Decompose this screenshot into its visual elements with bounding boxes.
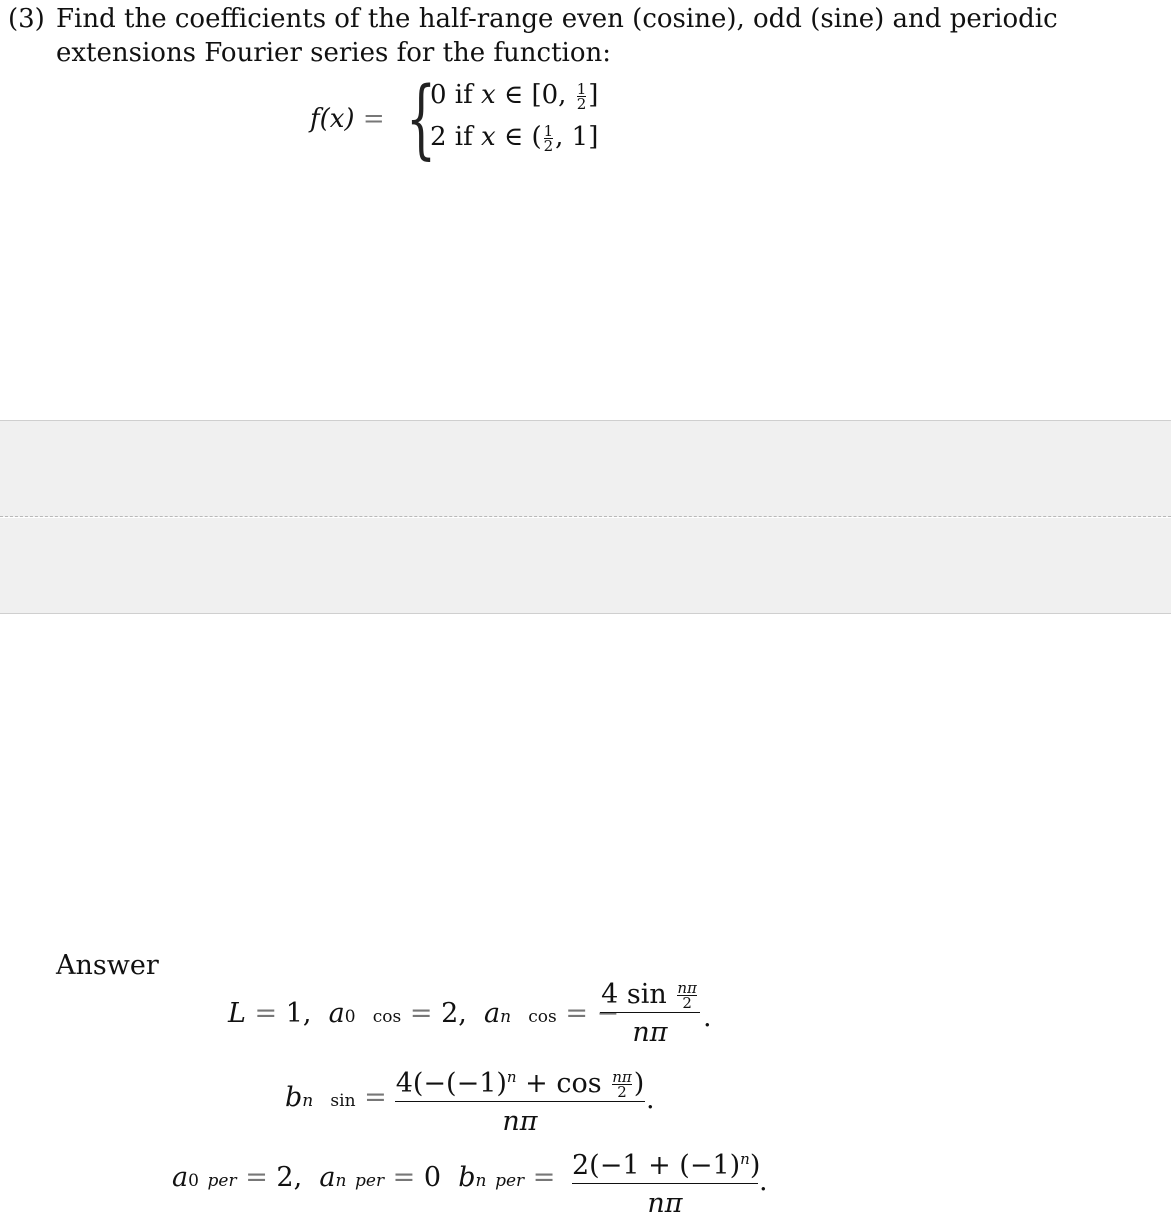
problem-text-1: Find the coefficients of the half-range even (cosine), odd (sine) and periodic — [56, 4, 1058, 34]
problem-number: (3) — [8, 4, 45, 34]
period-1: . — [703, 1002, 712, 1033]
answer-line-2-lhs: bn sin = — [285, 1082, 387, 1113]
response-band-top — [0, 420, 1171, 517]
problem-text-2: extensions Fourier series for the function: — [56, 38, 612, 68]
function-lhs: f(x) = — [310, 104, 385, 134]
response-band-bottom — [0, 518, 1171, 614]
bnper-fraction: $2(-1 + (-1)^n)$ nπ — [572, 1150, 761, 1219]
problem-statement — [8, 2, 1058, 70]
case-1: 0 if x ∈ [0, $\frac{1}{2}$ ] — [430, 79, 599, 113]
period-3: . — [759, 1166, 768, 1197]
answer-line-1: L = 1, a0 cos = 2, an cos = − — [228, 998, 620, 1029]
answer-label: Answer — [56, 950, 159, 981]
problem-line-1 — [8, 2, 1058, 36]
bnsin-fraction: $4(-(-1)^n + \cos$ $\frac{n\pi}{2}$ ) nπ — [395, 1068, 645, 1137]
period-2: . — [646, 1084, 655, 1115]
case-2: 2 if x ∈ ( $\frac{1}{2}$ , 1] — [430, 121, 599, 155]
dashed-divider — [0, 516, 1171, 517]
left-brace: { — [406, 69, 437, 169]
ancos-fraction: 4 sin $\frac{n\pi}{2}$ nπ — [600, 978, 700, 1053]
answer-line-3-lhs: a0 per = 2, an per = 0 bn per = — [172, 1162, 556, 1193]
